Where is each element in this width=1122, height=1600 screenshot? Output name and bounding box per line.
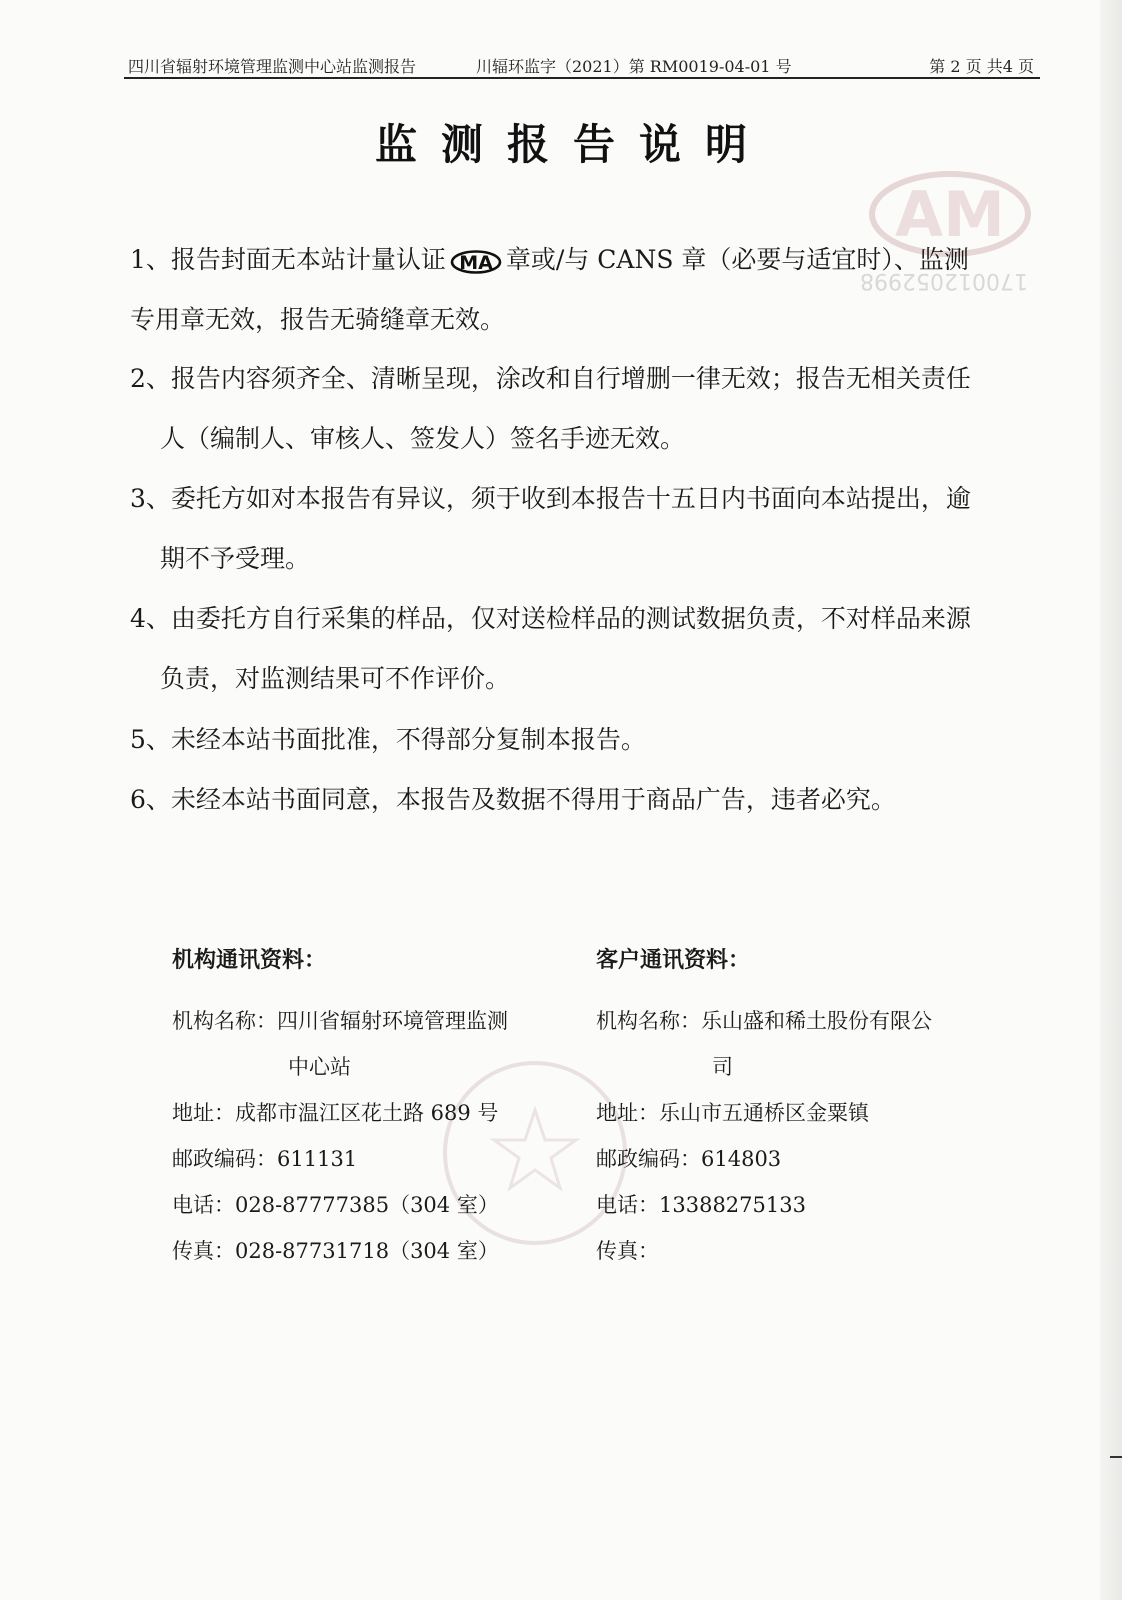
client-fax: 传真： (596, 1239, 659, 1263)
clause-2-line-2: 人（编制人、审核人、签发人）签名手迹无效。 (160, 424, 686, 453)
institution-address: 地址：成都市温江区花土路 689 号 (172, 1101, 499, 1125)
client-contact (596, 946, 1016, 1274)
clause-3 (130, 469, 1030, 589)
clause-5 (130, 710, 1030, 770)
page-edge-shadow (1100, 0, 1122, 1600)
report-header (124, 52, 1040, 78)
clause-1-line-1 (130, 230, 1030, 290)
client-name: 机构名称：乐山盛和稀土股份有限公 (596, 1009, 932, 1033)
edge-mark (1110, 1456, 1122, 1458)
clause-text: 章或/与 CANS 章（必要与适宜时）、监测 (505, 245, 969, 274)
institution-phone: 电话：028-87777385（304 室） (172, 1193, 499, 1217)
clause-1 (130, 230, 1030, 350)
clause-3-line-2: 期不予受理。 (160, 544, 311, 573)
clause-2 (130, 349, 1030, 469)
stamp-number: 170012052998 (860, 268, 1028, 293)
clause-4 (130, 589, 1030, 709)
clause-2-line-1: 2、报告内容须齐全、清晰呈现，涂改和自行增删一律无效；报告无相关责任 (130, 364, 971, 393)
client-address: 地址：乐山市五通桥区金粟镇 (596, 1101, 869, 1125)
institution-heading: 机构通讯资料： (172, 948, 327, 973)
header-page-info: 第 2 页 共4 页 (929, 57, 1034, 76)
clause-3-line-1: 3、委托方如对本报告有异议，须于收到本报告十五日内书面向本站提出，逾 (130, 484, 971, 513)
header-station-title: 四川省辐射环境管理监测中心站监测报告 (128, 57, 417, 76)
institution-postcode: 邮政编码：611131 (172, 1147, 358, 1171)
clause-6-line-1: 6、未经本站书面同意，本报告及数据不得用于商品广告，违者必究。 (130, 785, 896, 814)
client-name-continued: 司 (712, 1055, 733, 1079)
client-heading: 客户通讯资料： (596, 948, 751, 973)
header-rule (124, 77, 1040, 79)
clause-6 (130, 770, 1030, 830)
client-phone: 电话：13388275133 (596, 1193, 806, 1217)
institution-contact (172, 946, 592, 1274)
header-document-number: 川辐环监字（2021）第 RM0019-04-01 号 (476, 57, 792, 76)
svg-text:AM: AM (895, 178, 1005, 251)
clause-text: 1、报告封面无本站计量认证 (130, 245, 446, 274)
clause-1-line-2: 专用章无效，报告无骑缝章无效。 (130, 305, 506, 334)
clause-4-line-2: 负责，对监测结果可不作评价。 (160, 664, 511, 693)
clause-4-line-1: 4、由委托方自行采集的样品，仅对送检样品的测试数据负责，不对样品来源 (130, 604, 971, 633)
cma-logo-icon (450, 250, 502, 274)
client-postcode: 邮政编码：614803 (596, 1147, 782, 1171)
institution-name: 机构名称：四川省辐射环境管理监测 (172, 1009, 508, 1033)
institution-name-continued: 中心站 (288, 1055, 351, 1079)
cma-logo-text: MA (459, 251, 493, 274)
page-title: 监测报告说明 (374, 120, 771, 169)
institution-fax: 传真：028-87731718（304 室） (172, 1239, 499, 1263)
clause-5-line-1: 5、未经本站书面批准，不得部分复制本报告。 (130, 725, 646, 754)
